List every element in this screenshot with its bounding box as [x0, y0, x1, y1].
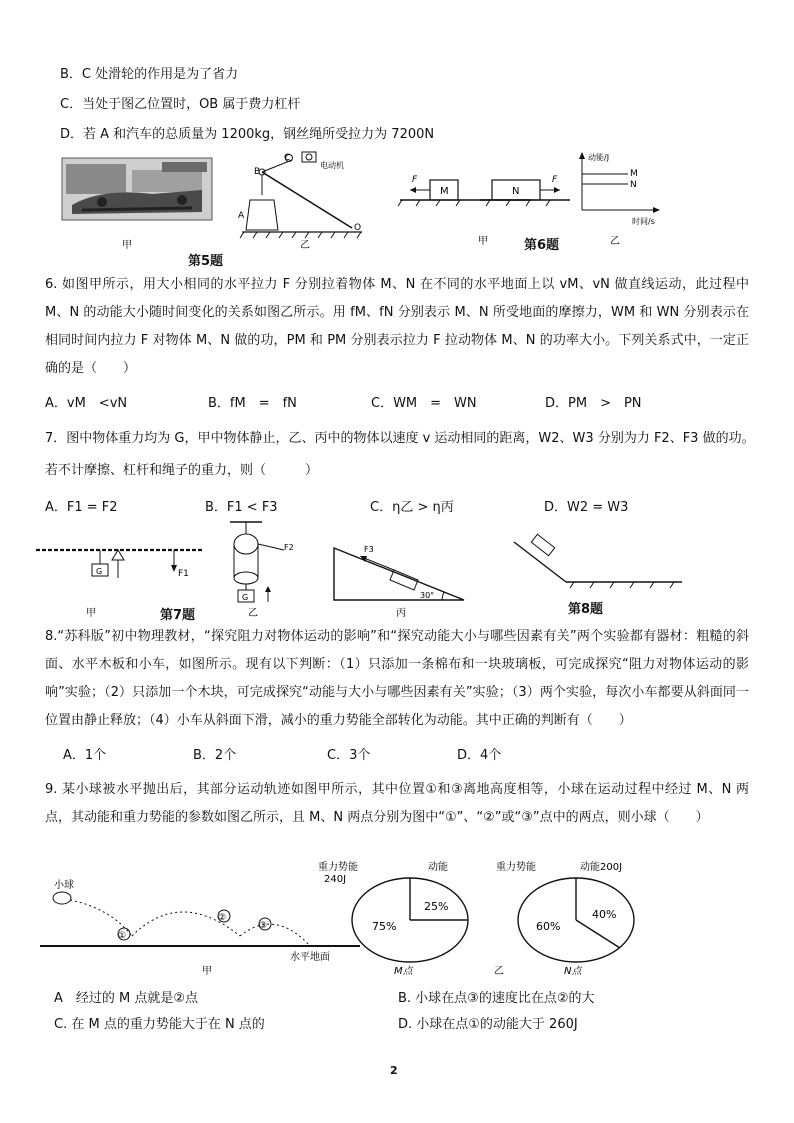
q9-pie-n-small-pct: 40%	[592, 908, 617, 921]
q8-option-d: D．4个	[457, 748, 502, 763]
q5-label-o: O	[354, 223, 362, 233]
q7-pulley-diagram	[230, 522, 284, 602]
q6-option-a: A．vM <vN	[45, 396, 128, 411]
q7-question-line1: 7．图中物体重力均为 G，甲中物体静止，乙、丙中的物体以速度 v 运动相同的距离，W2、W3 分别为力 F2、F3 做的功。	[45, 431, 755, 446]
q5-option-d: D．若 A 和汽车的总质量为 1200kg，钢丝绳所受拉力为 7200N	[60, 127, 435, 142]
q7-question-line2: 若不计摩擦、杠杆和绳子的重力，则（ ）	[45, 463, 319, 478]
q9-question: 9. 某小球被水平抛出后，其部分运动轨迹如图甲所示，其中位置①和③离地高度相等，小球在运动过程中经过 M、N 两点，其动能和重力势能的参数如图乙所示，且 M、N 两点分别为图中“①”、“②”或“③”点中的两点，则小球（ ）	[45, 782, 749, 825]
q9-point-1: ①	[118, 931, 127, 941]
q8-figure-title: 第8题	[568, 602, 604, 617]
q7-f3-label: F3	[364, 545, 374, 554]
q7-label-jia: 甲	[86, 608, 96, 619]
q9-ball-label: 小球	[54, 880, 74, 891]
q5-figure	[62, 150, 382, 260]
q6-line-m-label: M	[630, 169, 638, 179]
q5-option-c: C．当处于图乙位置时，OB 属于费力杠杆	[60, 97, 301, 112]
q9-pie-m-small-pct: 25%	[424, 900, 449, 913]
q6-option-c: C．WM = WN	[371, 396, 477, 411]
q6-line-n-label: N	[630, 180, 637, 190]
q7-f1-label: F1	[178, 569, 189, 579]
q9-option-c: C. 在 M 点的重力势能大于在 N 点的	[54, 1017, 265, 1032]
q6-f-left: F	[412, 175, 418, 185]
q9-label-jia: 甲	[202, 966, 212, 977]
q7-option-a: A．F1 = F2	[45, 500, 118, 515]
q9-pie-n-kinetic-label: 动能200J	[580, 862, 623, 873]
q5-label-jia: 甲	[122, 240, 132, 251]
q8-incline-diagram	[514, 534, 682, 588]
page-number: 2	[390, 1064, 398, 1077]
q8-question: 8.“苏科版”初中物理教材，“探究阻力对物体运动的影响”和“探究动能大小与哪些因素有关”两个实验都有器材：粗糙的斜面、水平木板和小车，如图所示。现有以下判断：（1）只添加一条棉布和一块玻璃板，可完成探究“阻力对物体运动的影响”实验；（2）只添加一个木块，可完成探究“动能与大小与哪些因素有关”实验；（3）两个实验，每次小车都要从斜面同一位置由静止释放；（4）小车从斜面下滑，减小的重力势能全部转化为动能。其中正确的判断有（ ）	[45, 629, 749, 728]
q9-pie-n-big-pct: 60%	[536, 920, 561, 933]
q7-figure-title: 第7题	[160, 608, 196, 623]
q7-lever-weight-label: G	[96, 567, 103, 576]
q7-label-yi: 乙	[248, 608, 258, 619]
q9-option-a: A 经过的 M 点就是②点	[54, 991, 199, 1006]
q5-photo	[62, 158, 212, 220]
q7-option-b: B．F1 < F3	[205, 500, 278, 515]
q8-option-c: C．3个	[327, 748, 371, 763]
q8-option-b: B．2个	[193, 748, 237, 763]
q7-incline-diagram	[334, 548, 464, 600]
q7-f2-label: F2	[284, 543, 294, 552]
q9-pie-m-big-pct: 75%	[372, 920, 397, 933]
q6-option-b: B．fM = fN	[208, 396, 297, 411]
q5-label-a: A	[238, 211, 245, 221]
q9-pie-m-potential-value: 240J	[324, 874, 347, 885]
q9-option-d: D. 小球在点①的动能大于 260J	[398, 1017, 578, 1032]
q7-option-d: D．W2 = W3	[544, 500, 629, 515]
q9-pie-n-name: N点	[564, 966, 582, 977]
q6-block-m-diagram	[398, 180, 530, 206]
q5-label-b: B	[254, 167, 261, 177]
q9-figure	[40, 858, 700, 976]
q5-label-yi: 乙	[300, 240, 310, 251]
q9-pie-m-potential-label: 重力势能	[318, 862, 358, 873]
q9-pie-n-potential-label: 重力势能	[496, 862, 536, 873]
q5-label-c: C	[284, 153, 291, 163]
q6-x-axis-label: 时间/s	[632, 217, 655, 226]
q6-f-right: F	[552, 175, 558, 185]
q8-option-a: A．1个	[63, 748, 107, 763]
q9-ground-label: 水平地面	[290, 952, 330, 963]
q6-option-d: D．PM > PN	[545, 396, 642, 411]
q9-option-b: B. 小球在点③的速度比在点②的大	[398, 991, 595, 1006]
q9-point-3: ③	[259, 921, 268, 931]
q6-figure-title: 第6题	[524, 238, 560, 253]
q6-m-label: M	[440, 186, 449, 197]
q9-pie-m-kinetic-label: 动能	[428, 862, 448, 873]
q5-motor-label: 电动机	[320, 161, 344, 170]
q6-n-label: N	[512, 186, 520, 197]
q5-figure-title: 第5题	[188, 254, 224, 269]
q9-trajectory-diagram	[40, 892, 360, 946]
q9-point-2: ②	[218, 913, 227, 923]
q7-angle-label: 30°	[420, 591, 435, 600]
q9-pie-m-name: M点	[394, 966, 413, 977]
q6-label-yi: 乙	[610, 236, 620, 247]
q7-pulley-weight-label: G	[242, 593, 249, 602]
q9-pie-m	[352, 878, 468, 962]
q9-label-yi: 乙	[494, 966, 504, 977]
q5-option-b: B．C 处滑轮的作用是为了省力	[60, 67, 239, 82]
q6-y-axis-label: 动能/J	[588, 153, 610, 162]
q7-label-bing: 丙	[396, 608, 406, 619]
q6-label-jia: 甲	[478, 236, 488, 247]
q6-question: 6. 如图甲所示，用大小相同的水平拉力 F 分别拉着物体 M、N 在不同的水平地面上以 vM、vN 做直线运动，此过程中 M、N 的动能大小随时间变化的关系如图乙所示。用 fM、fN 分别表示 M、N 所受地面的摩擦力，WM 和 WN 分别表示在相同时间内拉力 F 对物体 M、N 做的功，PM 和 PM 分别表示拉力 F 拉动物体 M、N 的功率大小。下列关系式中，一定正确的是（ ）	[45, 277, 749, 376]
q7-option-c: C．η乙 > η丙	[370, 500, 454, 515]
